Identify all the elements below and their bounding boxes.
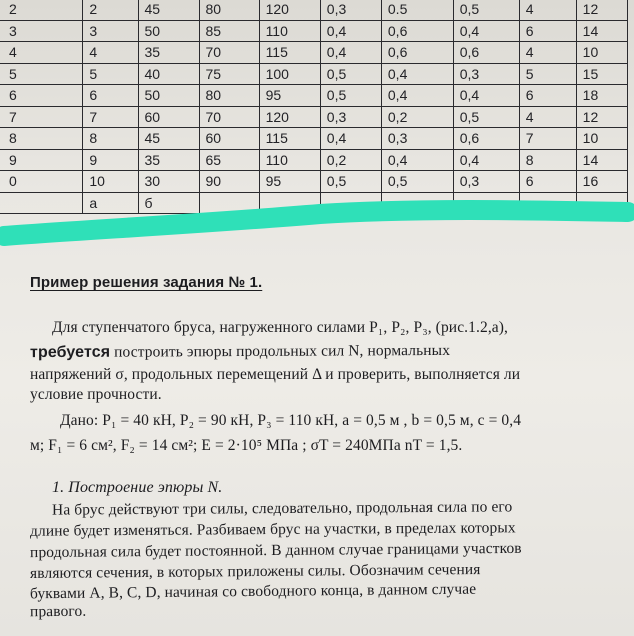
table-cell: б (138, 192, 199, 214)
required-word: требуется (29, 343, 111, 362)
table-cell: 0,5 (320, 63, 381, 85)
table-cell: 0 (0, 171, 83, 193)
example-heading: Пример решения задания № 1. (30, 274, 263, 291)
table-cell: 4 (0, 42, 83, 64)
table-cell: а (83, 192, 138, 214)
table-cell: 70 (199, 42, 259, 64)
table-cell: 18 (576, 85, 627, 107)
section1-line: правого. (29, 602, 87, 621)
paragraph1-line3: напряжений σ, продольных перемещений Δ и проверить, выполняется ли (30, 366, 521, 383)
table-cell: 35 (138, 42, 199, 64)
table-cell: 4 (519, 42, 576, 64)
table-cell: 10 (576, 42, 627, 64)
table-cell: 12 (576, 0, 627, 20)
table-cell: 9 (0, 149, 83, 171)
table-cell: 14 (576, 149, 627, 171)
table-cell: 100 (259, 63, 320, 85)
table-cell: 3 (0, 20, 83, 42)
table-cell: 0.5 (381, 0, 453, 20)
table-cell: 0,5 (453, 0, 519, 20)
table-cell: 65 (199, 149, 259, 171)
paragraph1-line2-rest: построить эпюры продольных сил N, нормальных (114, 341, 451, 361)
table-cell: 8 (83, 128, 138, 150)
table-cell: 90 (199, 171, 259, 193)
section1-line: буквами A, B, C, D, начиная со свободного конца, в данном случае (29, 580, 477, 603)
table-cell: 0,4 (453, 85, 519, 107)
table-cell: 30 (138, 171, 199, 193)
table-cell: 9 (83, 149, 138, 171)
table-cell: 10 (576, 128, 627, 150)
table-cell: 0,4 (381, 149, 453, 171)
table-cell: 45 (138, 0, 199, 20)
table-cell: 60 (199, 128, 259, 150)
table-cell: 4 (519, 106, 576, 128)
table-cell: 8 (0, 128, 83, 150)
table-cell: 0,3 (320, 106, 381, 128)
section1-line: На брус действуют три силы, следовательно, продольная сила по его (51, 498, 513, 519)
table-cell: 0,3 (453, 171, 519, 193)
table-cell: 6 (519, 20, 576, 42)
table-cell: 75 (199, 63, 259, 85)
table-cell: 5 (519, 63, 576, 85)
table-cell: 50 (138, 20, 199, 42)
table-cell: 80 (199, 0, 259, 20)
table-cell: 15 (576, 63, 627, 85)
table-cell: 0,5 (381, 171, 453, 193)
section1-line: длине будет изменяться. Разбиваем брус на участки, в пределах которых (29, 519, 516, 540)
table-cell: 5 (83, 63, 138, 85)
table-cell: 0,2 (320, 149, 381, 171)
table-cell: 7 (519, 128, 576, 150)
given-line2: м; F₁ = 6 см², F₂ = 14 см²; E = 2·10⁵ МПа ; σT = 240МПа nT = 1,5. (30, 437, 463, 454)
table-cell: 0,4 (320, 128, 381, 150)
section1-line: являются сечения, в которых приложены силы. Обозначим сечения (29, 561, 481, 582)
table-cell: 0,5 (453, 106, 519, 128)
table-cell: 6 (83, 85, 138, 107)
table-cell: 35 (138, 149, 199, 171)
table-cell: 60 (138, 106, 199, 128)
table-cell: 4 (519, 0, 576, 20)
table-cell: 4 (83, 42, 138, 64)
table-cell: 120 (259, 0, 320, 20)
table-cell: 70 (199, 106, 259, 128)
section1-line: продольная сила будет постоянной. В данном случае границами участков (29, 539, 522, 562)
table-cell: 16 (576, 171, 627, 193)
paragraph1-line4: условие прочности. (30, 386, 162, 403)
paragraph1-line2 (30, 342, 450, 362)
table-cell: 0,5 (320, 85, 381, 107)
table-cell: 80 (199, 85, 259, 107)
table-cell: 3 (83, 20, 138, 42)
table-cell: 0,3 (320, 0, 381, 20)
table-cell: 40 (138, 63, 199, 85)
table-cell: 0,3 (453, 63, 519, 85)
table-cell: 115 (259, 128, 320, 150)
table-cell: 6 (519, 85, 576, 107)
given-line1: Дано: P₁ = 40 кН, P₂ = 90 кН, P₃ = 110 кН, a = 0,5 м , b = 0,5 м, c = 0,4 (60, 412, 522, 429)
table-cell: 0,6 (381, 20, 453, 42)
table-cell: 95 (259, 85, 320, 107)
table-cell: 110 (259, 20, 320, 42)
table-cell: 2 (83, 0, 138, 20)
table-cell: 12 (576, 106, 627, 128)
table-cell: 0,3 (381, 128, 453, 150)
table-cell: 6 (519, 171, 576, 193)
table-cell: 14 (576, 20, 627, 42)
table-cell: 0,4 (381, 85, 453, 107)
table-cell: 0,6 (453, 128, 519, 150)
table-cell: 0,4 (453, 149, 519, 171)
paragraph1-line1: Для ступенчатого бруса, нагруженного силами P₁, P₂, P₃, (рис.1.2,а), (52, 319, 509, 336)
table-cell: 95 (259, 171, 320, 193)
table-cell: 45 (138, 128, 199, 150)
table-cell: 7 (83, 106, 138, 128)
table-cell: 110 (259, 149, 320, 171)
table-cell: 120 (259, 106, 320, 128)
table-cell: 115 (259, 42, 320, 64)
table-cell: 2 (0, 0, 83, 20)
table-cell: 0,4 (381, 63, 453, 85)
table-cell: 0,2 (381, 106, 453, 128)
table-cell: 8 (519, 149, 576, 171)
table-cell: 50 (138, 85, 199, 107)
table-cell: 10 (83, 171, 138, 193)
table-cell: 0,6 (381, 42, 453, 64)
table-cell: 0,5 (320, 171, 381, 193)
table-cell: 7 (0, 106, 83, 128)
table-cell: 0,4 (320, 42, 381, 64)
table-cell: 0,4 (453, 20, 519, 42)
table-cell: 85 (199, 20, 259, 42)
table-cell: 0,6 (453, 42, 519, 64)
table-cell: 0,4 (320, 20, 381, 42)
table-cell: 5 (0, 63, 83, 85)
section1-title: 1. Построение эпюры N. (52, 479, 223, 496)
table-cell: 6 (0, 85, 83, 107)
